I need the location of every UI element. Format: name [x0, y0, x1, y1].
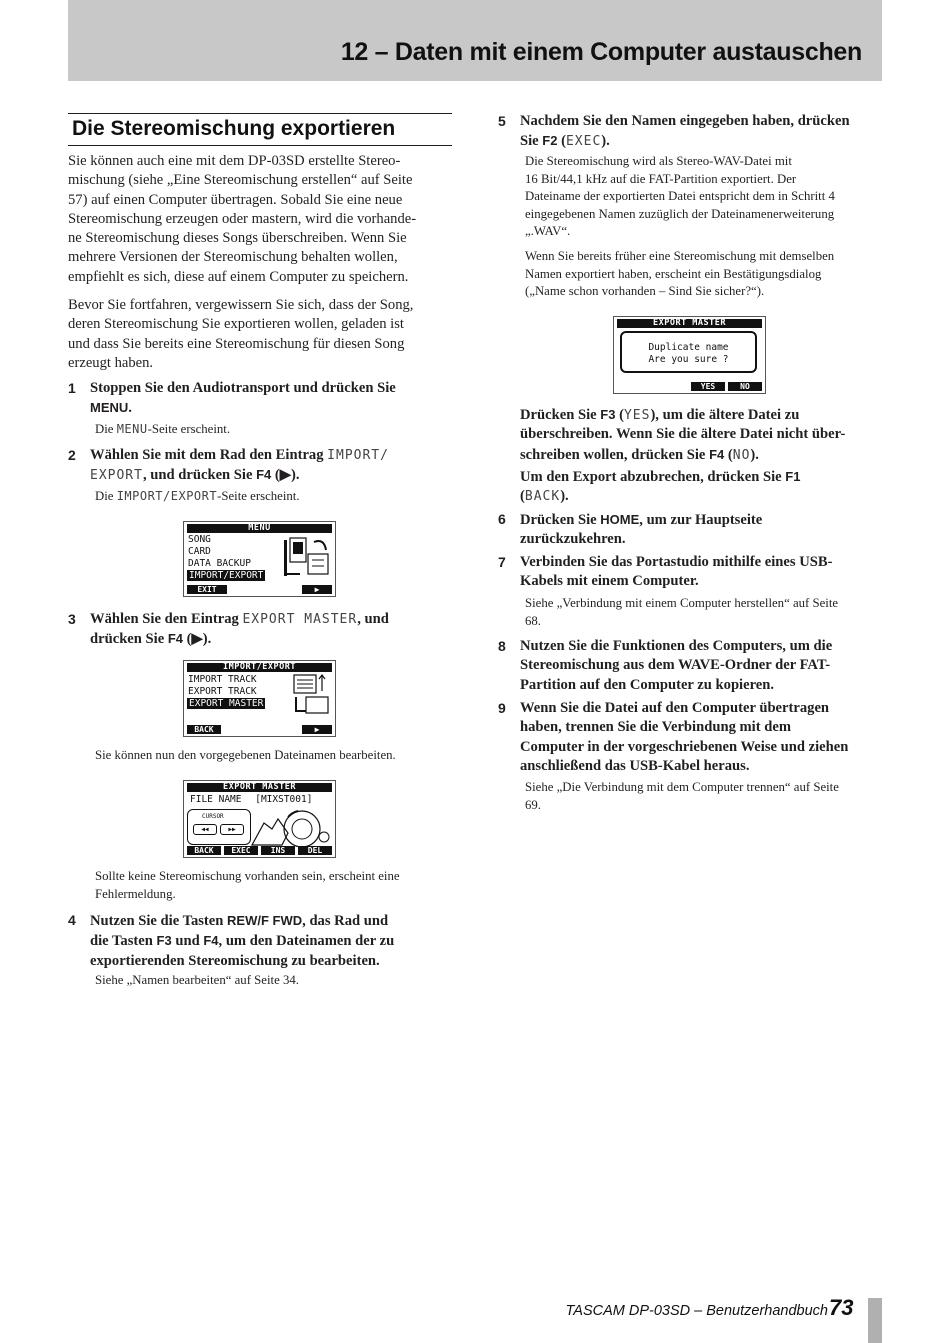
step-text: Sie	[520, 133, 543, 150]
step-text: ).	[601, 133, 610, 150]
step-5-confirm	[520, 405, 890, 465]
lcd-text: EXPORT MASTER	[242, 612, 358, 627]
exit-softkey: EXIT	[187, 585, 227, 594]
next-softkey: ▶	[302, 725, 332, 734]
dialog-box	[620, 331, 757, 373]
wheel-dial-icon	[250, 805, 334, 847]
step-1	[90, 379, 460, 419]
key-label: F3	[600, 407, 616, 422]
note-text: 69.	[525, 797, 541, 812]
back-softkey: BACK	[187, 846, 221, 855]
step-3	[90, 610, 460, 650]
step-text: , und drücken Sie	[142, 467, 257, 484]
no-softkey: NO	[728, 382, 762, 391]
step-4-note: Siehe „Namen bearbeiten“ auf Seite 34.	[95, 973, 299, 987]
key-label: F1	[785, 469, 801, 484]
exec-softkey: EXEC	[224, 846, 258, 855]
lcd-menu-screen	[183, 521, 336, 597]
step-number: 8	[498, 638, 506, 654]
note-text: 68.	[525, 613, 541, 628]
step-text: Drücken Sie	[520, 512, 601, 528]
lcd-text: YES	[623, 408, 651, 423]
lcd-import-export-screen	[183, 660, 336, 737]
key-label: F4	[167, 631, 184, 647]
step-text: schreiben wollen, drücken Sie	[520, 446, 710, 463]
step-text: (	[557, 133, 566, 150]
step-5-note-2	[525, 248, 890, 301]
step-7	[520, 553, 890, 592]
step-text: Wählen Sie den Eintrag	[90, 611, 243, 627]
note-text: („Name schon vorhanden – Sind Sie sicher?“).	[525, 284, 765, 299]
step-text: Um den Export abzubrechen, drücken Sie	[520, 469, 786, 485]
section-heading	[68, 113, 452, 146]
step-9	[520, 699, 890, 776]
step-text: (	[615, 407, 624, 423]
next-softkey: ▶	[302, 585, 332, 594]
step-text: .	[128, 400, 132, 417]
step-text: Kabels mit einem Computer.	[520, 573, 699, 590]
text-line: Sie können auch eine mit dem DP-03SD erstellte Stereo-	[68, 153, 401, 169]
step-number: 1	[68, 380, 76, 396]
note-text: -Seite erscheint.	[217, 489, 300, 503]
step-text: zurückzukehren.	[520, 531, 626, 548]
step-number: 2	[68, 447, 76, 463]
file-name-value: [MIXST001]	[255, 794, 313, 805]
step-text: , das Rad und	[302, 913, 389, 929]
yes-softkey: YES	[691, 382, 725, 391]
step-5	[520, 112, 890, 152]
lcd-duplicate-name-screen	[613, 316, 766, 394]
step-text: Computer in der vorgeschriebenen Weise und ziehen	[520, 738, 849, 755]
del-softkey: DEL	[298, 846, 332, 855]
menu-item-data-backup: DATA BACKUP	[188, 558, 251, 569]
step-5-note-1	[525, 153, 890, 241]
cursor-box	[187, 809, 251, 845]
footer-manual-title: TASCAM DP-03SD – Benutzerhandbuch	[565, 1303, 828, 1319]
menu-item-import-track: IMPORT TRACK	[188, 674, 257, 685]
cursor-label: CURSOR	[202, 813, 224, 820]
step-text: exportierenden Stereomischung zu bearbeiten.	[90, 952, 380, 969]
step-text: die Tasten	[90, 933, 157, 950]
step-text: ), um die ältere Datei zu	[650, 407, 800, 423]
step-text: drücken Sie	[90, 631, 168, 648]
screen-title: EXPORT MASTER	[187, 783, 332, 792]
footer-tab-bar	[868, 1298, 882, 1343]
lcd-text: NO	[732, 447, 751, 463]
text-line: mischung (siehe „Eine Stereomischung erstellen“ auf Seite	[68, 172, 413, 189]
key-label: MENU	[90, 400, 129, 416]
intro-paragraph-1	[68, 152, 452, 287]
dialog-line-2: Are you sure ?	[648, 354, 729, 365]
step-number: 7	[498, 554, 506, 570]
page-number: 73	[829, 1295, 854, 1320]
lcd-text: IMPORT/EXPORT	[116, 489, 218, 503]
text-line: mehrere Versionen der Stereomischung behalten wollen,	[68, 249, 398, 266]
screen-title: EXPORT MASTER	[617, 319, 762, 328]
menu-item-card: CARD	[188, 546, 211, 557]
key-label: F4	[709, 446, 725, 462]
note-text: Fehlermeldung.	[95, 886, 176, 901]
section-title: Die Stereomischung exportieren	[72, 117, 396, 140]
step-text: ).	[560, 488, 569, 505]
lcd-text: MENU	[116, 422, 148, 436]
text-line: und dass Sie bereits eine Stereomischung für diesen Song	[68, 335, 405, 352]
note-text: „.WAV“.	[525, 224, 571, 239]
step-number: 4	[68, 912, 76, 928]
step-text: und	[171, 933, 204, 950]
step-text: Drücken Sie	[520, 407, 601, 423]
screen-title: MENU	[187, 524, 332, 533]
file-name-label: FILE NAME	[190, 794, 242, 805]
step-text: (▶).	[271, 467, 300, 484]
key-label: F2	[542, 133, 558, 149]
step-text: , und	[357, 611, 389, 627]
note-text: Siehe „Verbindung mit einem Computer herstellen“ auf Seite	[525, 596, 839, 610]
menu-item-export-master-selected: EXPORT MASTER	[189, 698, 264, 709]
step-text: Nachdem Sie den Namen eingegeben haben, drücken	[520, 113, 850, 129]
step-number: 6	[498, 511, 506, 527]
lcd-text: EXPORT	[90, 468, 143, 484]
text-line: 57) auf einen Computer übertragen. Sobald Sie eine neue	[68, 191, 403, 208]
chapter-header	[68, 0, 882, 81]
key-label: REW/F FWD	[227, 913, 303, 928]
usb-computer-icon	[284, 536, 332, 580]
step-text: Wählen Sie mit dem Rad den Eintrag	[90, 447, 328, 463]
step-text: (	[520, 488, 525, 505]
lcd-text: BACK	[524, 489, 561, 505]
note-text: Die	[95, 489, 117, 503]
step-text: Verbinden Sie das Portastudio mithilfe eines USB-	[520, 554, 833, 570]
note-text: Die	[95, 422, 117, 436]
note-text: -Seite erscheint.	[147, 422, 231, 436]
text-line: empfiehlt es sich, diese auf einem Computer zu speichern.	[68, 268, 409, 285]
step-text: (▶).	[183, 631, 212, 648]
step-4	[90, 911, 460, 971]
step-7-note	[525, 595, 890, 630]
step-3-error-note	[95, 868, 455, 903]
back-softkey: BACK	[187, 725, 221, 734]
note-text: Die Stereomischung wird als Stereo-WAV-Datei mit	[525, 154, 792, 168]
step-text: anschließend das USB-Kabel heraus.	[520, 757, 750, 774]
key-label: F4	[256, 467, 272, 483]
text-line: deren Stereomischung Sie exportieren wollen, geladen ist	[68, 316, 404, 333]
intro-paragraph-2	[68, 296, 452, 373]
step-9-note	[525, 779, 890, 814]
step-text: Wenn Sie die Datei auf den Computer übertragen	[520, 700, 830, 716]
step-text: haben, trennen Sie die Verbindung mit dem	[520, 719, 791, 736]
key-label: F4	[203, 933, 219, 949]
key-label: HOME	[600, 512, 640, 527]
step-text: Nutzen Sie die Funktionen des Computers, um die	[520, 638, 833, 654]
step-number: 3	[68, 611, 76, 627]
lcd-text: IMPORT/	[327, 448, 389, 463]
note-text: Dateiname der exportierten Datei entspricht dem in Schritt 4	[525, 189, 835, 204]
text-line: Bevor Sie fortfahren, vergewissern Sie sich, dass der Song,	[68, 297, 414, 313]
note-text: Siehe „Die Verbindung mit dem Computer trennen“ auf Seite	[525, 780, 839, 794]
menu-item-song: SONG	[188, 534, 211, 545]
forward-key-icon: ▶▶	[220, 824, 244, 835]
step-text: überschreiben. Wenn Sie die ältere Datei nicht über-	[520, 426, 846, 443]
usb-transfer-icon	[292, 673, 332, 719]
step-text: Stoppen Sie den Audiotransport und drücken Sie	[90, 380, 396, 396]
note-text: Wenn Sie bereits früher eine Stereomischung mit demselben	[525, 249, 835, 263]
step-text: Stereomischung aus dem WAVE-Ordner der FAT-	[520, 657, 831, 674]
step-number: 9	[498, 700, 506, 716]
menu-item-export-track: EXPORT TRACK	[188, 686, 257, 697]
step-2-note	[95, 488, 300, 506]
chapter-title: 12 – Daten mit einem Computer austauschen	[340, 38, 862, 66]
step-2	[90, 446, 460, 486]
note-text: Namen exportiert haben, erscheint ein Bestätigungsdialog	[525, 266, 822, 281]
note-text: eingegebenen Namen zuzüglich der Dateinamenerweiterung	[525, 206, 835, 221]
rewind-key-icon: ◀◀	[193, 824, 217, 835]
lcd-export-master-screen	[183, 780, 336, 858]
lcd-text: EXEC	[565, 134, 602, 150]
step-number: 5	[498, 113, 506, 129]
step-text: , um zur Hauptseite	[639, 512, 763, 528]
step-text: , um den Dateinamen der zu	[218, 933, 395, 950]
note-text: Sollte keine Stereomischung vorhanden sein, erscheint eine	[95, 869, 400, 883]
step-3-note: Sie können nun den vorgegebenen Dateinamen bearbeiten.	[95, 748, 396, 762]
text-line: erzeugt haben.	[68, 354, 154, 371]
step-1-note	[95, 421, 230, 439]
screen-title: IMPORT/EXPORT	[187, 663, 332, 672]
note-text: 16 Bit/44,1 kHz auf die FAT-Partition exportiert. Der	[525, 171, 797, 186]
text-line: ne Stereomischung dieses Songs überschreiben. Wenn Sie	[68, 230, 407, 247]
key-label: F3	[156, 933, 172, 949]
file-name-row	[190, 794, 312, 805]
step-text: Nutzen Sie die Tasten	[90, 913, 228, 929]
step-text: (	[724, 446, 733, 463]
step-text: ).	[750, 446, 759, 463]
menu-item-import-export-selected: IMPORT/EXPORT	[189, 570, 264, 581]
step-text: Partition auf den Computer zu kopieren.	[520, 676, 775, 693]
step-6	[520, 510, 890, 550]
dialog-line-1: Duplicate name	[648, 342, 729, 353]
step-8	[520, 637, 890, 695]
text-line: Stereomischung erzeugen oder mastern, wird die vorhande-	[68, 210, 417, 227]
step-5-cancel	[520, 467, 890, 507]
ins-softkey: INS	[261, 846, 295, 855]
